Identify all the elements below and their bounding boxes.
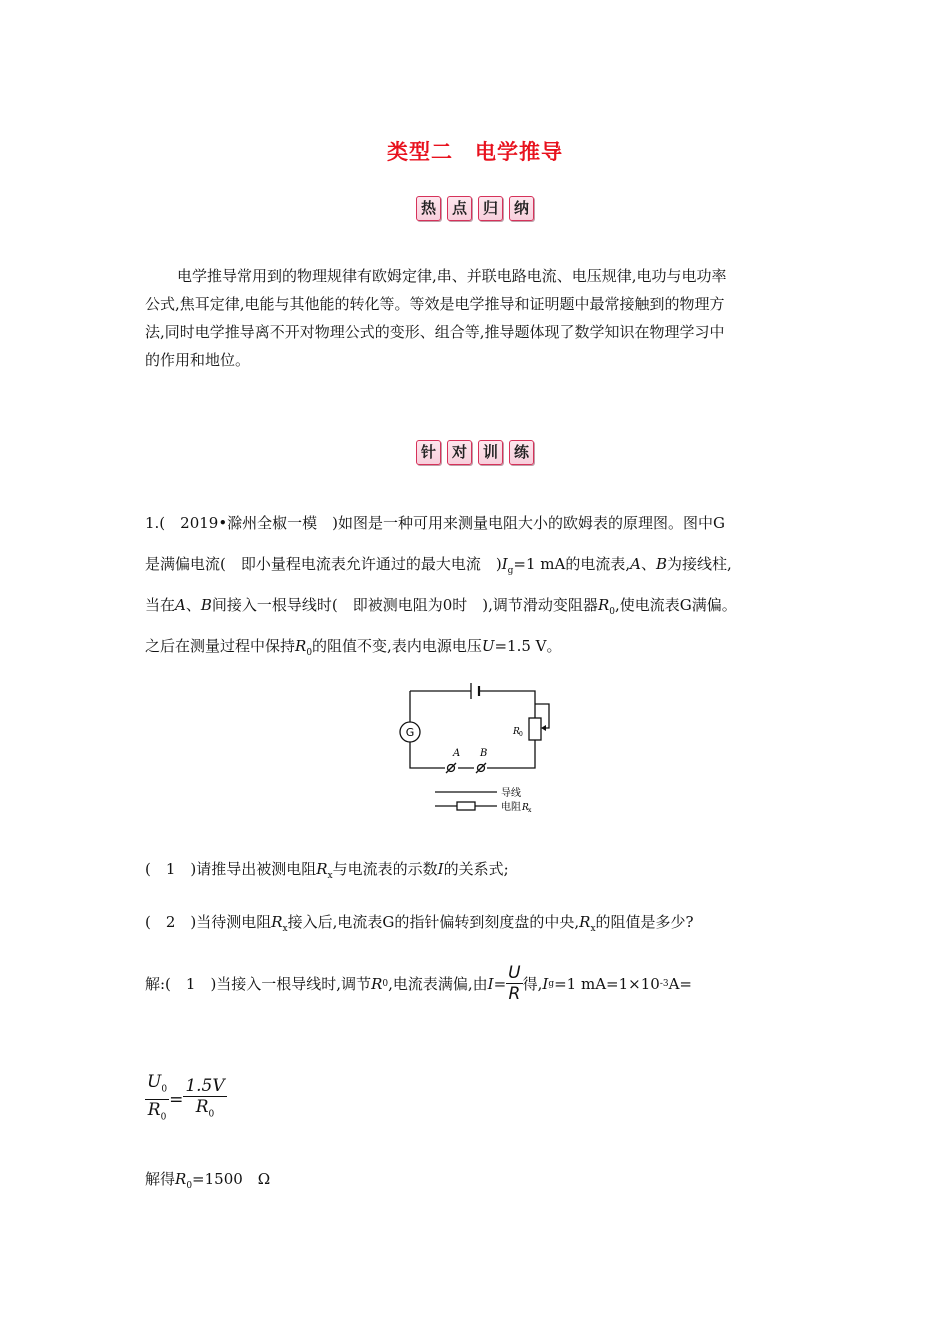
problem-line-4: 之后在测量过程中保持$R_0$的阻值不变,表内电源电压U=1.5 V。 xyxy=(145,637,562,658)
ohms-law-fraction: $\frac{U}{R}$ xyxy=(508,963,521,1004)
section-heading-hot-summary xyxy=(0,196,950,221)
badge-char: 训 xyxy=(478,440,503,465)
legend-resistor-box xyxy=(457,802,475,810)
intro-line: 电学推导常用到的物理规律有欧姆定律,串、并联电路电流、电压规律,电功与电功率 xyxy=(177,267,727,285)
solution-result: 解得$R_0=1500$ Ω xyxy=(145,1170,271,1191)
galvanometer-label: G xyxy=(405,726,415,739)
rheostat-slider-wire xyxy=(535,704,549,728)
ohmmeter-circuit-diagram xyxy=(395,680,565,815)
question-2: ( 2 )当待测电阻$R_x$接入后,电流表G的指针偏转到刻度盘的中央$,R_x$的阻值是多少? xyxy=(145,913,694,934)
intro-line: 公式,焦耳定律,电能与其他能的转化等。等效是电学推导和证明题中最常接触到的物理方 xyxy=(145,295,725,313)
fraction-1-5v-r0: $\frac{1.5V}{R_0}$ xyxy=(185,1075,225,1120)
legend-resistor-sub: x xyxy=(528,807,532,814)
rheostat-label: R xyxy=(513,727,520,737)
page-title: 类型二 电学推导 xyxy=(387,140,563,164)
problem-line-3: 当在A、B间接入一根导线时( 即被测电阻为0时 ),调节滑动变阻器$R_0$,使电流表G满偏。 xyxy=(145,596,737,617)
badge-char: 对 xyxy=(447,440,472,465)
badge-char: 归 xyxy=(478,196,503,221)
intro-paragraph xyxy=(145,262,805,374)
legend-resistor-text: 电阻 xyxy=(501,802,521,813)
rheostat-resistor xyxy=(529,718,541,740)
badge-char: 纳 xyxy=(509,196,534,221)
legend-wire-text: 导线 xyxy=(501,788,521,799)
intro-line: 的作用和地位。 xyxy=(145,351,251,369)
problem-line-1: 1.( 2019•滁州全椒一模 )如图是一种可用来测量电阻大小的欧姆表的原理图。图中G xyxy=(145,514,726,532)
badge-char: 热 xyxy=(416,196,441,221)
terminal-b-label: B xyxy=(480,748,488,759)
solution-line-1: 解:( 1 )当接入一根导线时,调节 R 0 ,电流表满偏,由 I = $\frac{U}{R}$ 得, I g =1 mA=1×10 -3 A= xyxy=(145,963,692,1004)
section-heading-practice xyxy=(0,440,950,465)
terminal-a-label: A xyxy=(453,748,461,759)
fraction-u0-r0: $\frac{U_0}{R_0}$ xyxy=(147,1072,168,1123)
legend-resistor-r: R xyxy=(522,803,529,813)
solution-equation: $\frac{U_0}{R_0}$ = $\frac{1.5V}{R_0}$ xyxy=(145,1072,227,1128)
badge-char: 练 xyxy=(509,440,534,465)
rheostat-label-sub: 0 xyxy=(519,731,523,738)
badge-char: 针 xyxy=(416,440,441,465)
rheostat-arrow xyxy=(541,725,546,731)
question-1: ( 1 )请推导出被测电阻$R_x$与电流表的示数I的关系式; xyxy=(145,860,509,881)
problem-line-2: 是满偏电流( 即小量程电流表允许通过的最大电流 )$I_g=1$ mA的电流表,A、B为接线柱, xyxy=(145,555,732,576)
intro-line: 法,同时电学推导离不开对物理公式的变形、组合等,推导题体现了数学知识在物理学习中 xyxy=(145,323,725,341)
badge-char: 点 xyxy=(447,196,472,221)
